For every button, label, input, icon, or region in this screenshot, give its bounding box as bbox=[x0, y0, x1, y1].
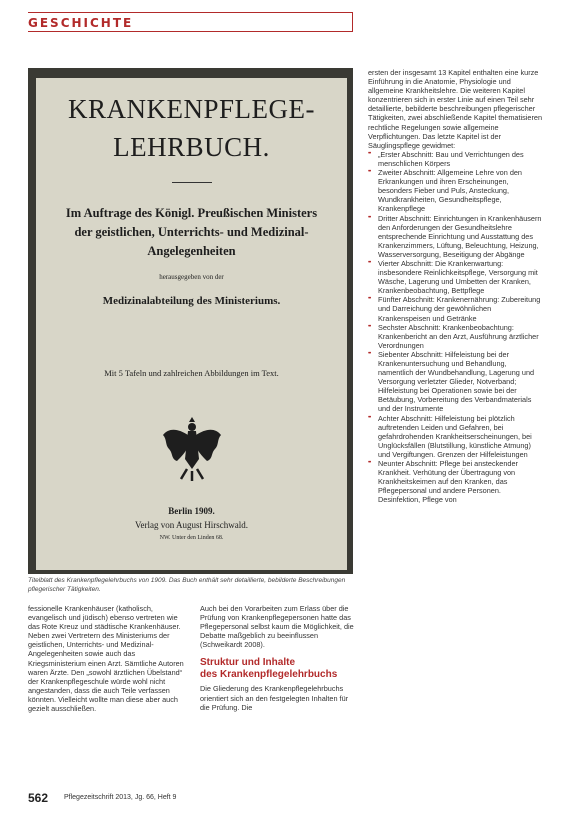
book-subtitle-line2: der geistlichen, Unterrichts- und Medizinal- bbox=[74, 225, 309, 239]
article-paragraph: Die Gliederung des Krankenpflegelehrbuchs orientiert sich an den festgelegten Inhalten für die Prüfung. Die bbox=[200, 684, 349, 712]
photo-caption: Titelblatt des Krankenpflegelehrbuchs von 1909. Das Buch enthält sehr detaillierte, bebilderte Beschreibungen pflegerischer Tätigkeiten. bbox=[28, 577, 346, 593]
list-item: •• „Erster Abschnitt: Bau und Verrichtungen des menschlichen Körpers bbox=[368, 150, 543, 168]
book-department: Medizinalabteilung des Ministeriums. bbox=[102, 295, 281, 307]
list-item: •• Achter Abschnitt: Hilfeleistung bei plötzlich auftretenden Leiden und Gefahren, bei gefahrdrohenden Krankheitserscheinungen, bei Unglücksfällen (Blutstillung, künstliche Atmung) und Vergiftungen. Grenzen der Hilfeleistungen bbox=[368, 414, 543, 459]
article-paragraph: ersten der insgesamt 13 Kapitel enthalten eine kurze Einführung in die Anatomie, Physiologie und allgemeine Krankheitslehre. Die weiteren Kapitel konzentrieren sich in erster Linie auf einen Teil sehr detaillierte, bebilderte beschreibungen pflegerischer Tätigkeiten, zwei abschließende Kapitel thematisieren rechtliche Regelungen sowie allgemeine Verpflichtungen. Das letzte Kapitel ist der Säuglingspflege gewidmet: bbox=[368, 68, 543, 150]
list-item: •• Vierter Abschnitt: Die Krankenwartung: insbesondere Reinlichkeitspflege, Versorgung mit Wäsche, Lagerung und Umbetten der Kranken, Krankenbeobachtung, Bettpflege bbox=[368, 259, 543, 295]
list-item: •• Sechster Abschnitt: Krankenbeobachtung: Krankenbericht an den Arzt, Ausführung ärztlicher Verordnungen bbox=[368, 323, 543, 350]
list-item: •• Zweiter Abschnitt: Allgemeine Lehre von den Erkrankungen und ihren Erscheinungen, besonders Fieber und Puls, Ansteckung, Wundkrankheiten, Gesundheitspflege, Krankenpflege bbox=[368, 168, 543, 213]
article-column-left bbox=[28, 604, 187, 713]
book-city-year: Berlin 1909. bbox=[168, 506, 215, 516]
article-paragraph: Auch bei den Vorarbeiten zum Erlass über die Prüfung von Krankenpflegepersonen hatte das Pflegepersonal selbst kaum die Möglichkeit, die Debatte maßgeblich zu beeinflussen (Schweikardt 2008). bbox=[200, 604, 354, 650]
book-publisher: Verlag von August Hirschwald. bbox=[135, 520, 248, 530]
section-header bbox=[28, 12, 353, 32]
article-subheading bbox=[200, 657, 356, 681]
subheading-line2: des Krankenpflegelehrbuchs bbox=[200, 669, 338, 681]
book-title-line1: KRANKENPFLEGE- bbox=[68, 94, 315, 124]
page-footer bbox=[28, 791, 543, 807]
page-number: 562 bbox=[28, 791, 49, 805]
book-title-page bbox=[36, 78, 347, 570]
book-title-line2: LEHRBUCH. bbox=[113, 132, 270, 162]
chapter-list bbox=[368, 150, 543, 505]
article-paragraph: fessionelle Krankenhäuser (katholisch, evangelisch und jüdisch) ebenso vertreten wie das Rote Kreuz und städtische Krankenhäuser. Neben zwei Vertretern des Ministeriums der geistlichen, Unterrichts- und Medizinal-Angelegenheiten sowie auch das Kriegsministerium einen Arzt. Sämtliche Autoren waren Ärzte. Den „sowohl ärztlichen Übelstand“ der Krankenpflegeschule würde wohl nicht angestanden, dass die auch Teile verfassen könnten. Vielleicht wollte man diese aber auch gezielt ausschließen. bbox=[28, 604, 184, 714]
prussian-eagle-icon bbox=[161, 413, 223, 483]
list-item: •• Siebenter Abschnitt: Hilfeleistung bei der Krankenuntersuchung und Behandlung, namentlich der Wundbehandlung, Lagerung und Versorgung verletzter Glieder, Notverband; Hilfeleistung bei Operationen sowie bei der Betäubung, Vorbereitung des Verbandmaterials und der Instrumente bbox=[368, 350, 543, 414]
article-column-middle bbox=[200, 604, 356, 712]
list-item: •• Neunter Abschnitt: Pflege bei ansteckender Krankheit. Verhütung der Übertragung von Krankheitskeimen auf den Kranken, das Pflegepersonal und andere Personen. Desinfektion, Pflege von bbox=[368, 459, 543, 504]
list-item: •• Dritter Abschnitt: Einrichtungen in Krankenhäusern den Anforderungen der Gesundheitslehre entsprechende Einrichtung und Ausstattung des Krankenzimmers, Lüftung, Beleuchtung, Heizung, Wasserversorgung, Beseitigung der Abgänge bbox=[368, 214, 543, 259]
book-photo bbox=[28, 68, 353, 574]
subheading-line1: Struktur und Inhalte bbox=[200, 657, 295, 669]
book-divider bbox=[172, 182, 212, 183]
section-label: GESCHICHTE bbox=[28, 16, 134, 30]
article-column-right bbox=[368, 68, 543, 505]
list-item: •• Fünfter Abschnitt: Krankenernährung: Zubereitung und Darreichung der gewöhnlichen Krankenspeisen und Getränke bbox=[368, 295, 543, 322]
book-address: NW. Unter den Linden 68. bbox=[159, 535, 224, 541]
journal-citation: Pflegezeitschrift 2013, Jg. 66, Heft 9 bbox=[64, 794, 177, 801]
book-editor-line: herausgegeben von der bbox=[159, 273, 224, 281]
book-subtitle-line3: Angelegenheiten bbox=[147, 244, 236, 258]
book-subtitle-line1: Im Auftrage des Königl. Preußischen Ministers bbox=[65, 206, 318, 220]
book-illustrations-note: Mit 5 Tafeln und zahlreichen Abbildungen im Text. bbox=[104, 368, 279, 378]
